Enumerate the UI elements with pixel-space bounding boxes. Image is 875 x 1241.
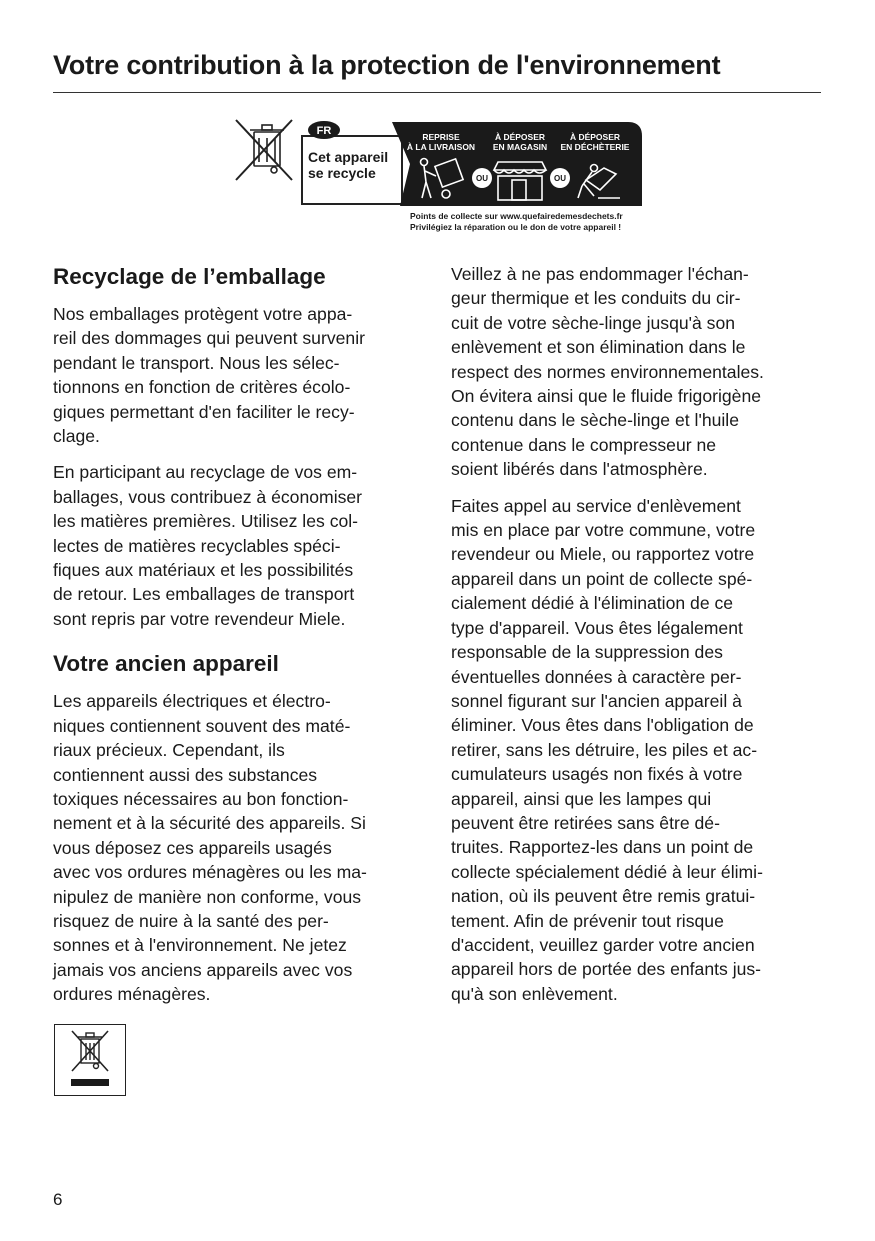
country-badge: FR (316, 125, 332, 137)
left-column (53, 262, 427, 1019)
heading-old-appliance: Votre ancien appareil (53, 651, 279, 677)
triman-recycling-logo (232, 118, 644, 234)
option1-label-line1: REPRISE (422, 132, 460, 142)
crossed-bin-icon (72, 1031, 108, 1071)
collection-points-note: Points de collecte sur www.quefairedemesdechets.fr (410, 211, 623, 221)
weee-bar (71, 1079, 109, 1086)
option2-label-line1: À DÉPOSER (494, 132, 546, 142)
packaging-paragraph-1: Nos emballages protègent votre appa- reil des dommages qui peuvent survenir pendant le transport. Nous les sélec- tionnons en fonction de critères écolo- giques permettant d'en faciliter le recy- clage. (53, 304, 365, 447)
old-appliance-paragraph: Les appareils électriques et électro- niques contiennent souvent des maté- riaux précieux. Cependant, ils contiennent aussi des substances toxiques nécessaires au bon fonction- nement et à la sécurité des appareils. Si vous déposez ces appareils usagés avec vos ordures ménagères ou les ma- nipulez de manière non conforme, vous risquez de nuire à la santé des per- sonnes et à l'environnement. Ne jetez jamais vos anciens appareils avec vos ordures ménagères. (53, 691, 367, 1005)
crossed-bin-icon (236, 120, 292, 180)
option3-label-line1: À DÉPOSER (569, 132, 621, 142)
packaging-paragraph-2: En participant au recyclage de vos em- ballages, vous contribuez à économiser les matières premières. Utilisez les col- lectes de matières recyclables spéci- fiques aux matériaux et les possibilités de retour. Les emballages de transport sont repris par votre revendeur Miele. (53, 462, 363, 629)
or-label-1: OU (476, 174, 488, 183)
heading-packaging-recycling: Recyclage de l’emballage (53, 264, 326, 289)
triman-line1: Cet appareil (308, 149, 389, 165)
right-column (451, 262, 825, 1018)
repair-note: Privilégiez la réparation ou le don de votre appareil ! (410, 222, 622, 232)
heat-exchanger-paragraph: Veillez à ne pas endommager l'échan- geur thermique et les conduits du cir- cuit de votre sèche-linge jusqu'à son enlèvement et son élimination dans le respect des normes environnementales. On évitera ainsi que le fluide frigorigène contenu dans le sèche-linge et l'huile contenue dans le compresseur ne soient libérés dans l'atmosphère. (451, 264, 764, 480)
collection-service-paragraph: Faites appel au service d'enlèvement mis en place par votre commune, votre revendeur ou Miele, ou rapportez votre appareil dans un point de collecte spé- cialement dédié à l'élimination de ce type d'appareil. Vous êtes légalement responsable de la suppression des éventuelles données à caractère per- sonnel figurant sur l'ancien appareil à éliminer. Vous êtes dans l'obligation de retirer, sans les détruire, les piles et ac- cumulateurs usagés non fixés à votre appareil, ainsi que les lampes qui peuvent être retirées sans être dé- truites. Rapportez-les dans un point de collecte spécialement dédié à leur élimi- nation, où ils peuvent être remis gratui- tement. Afin de prévenir tout risque d'accident, veuillez garder votre ancien appareil hors de portée des enfants jus- qu'à son enlèvement. (451, 495, 763, 1004)
or-label-2: OU (554, 174, 566, 183)
option1-label-line2: À LA LIVRAISON (406, 142, 476, 152)
triman-line2: se recycle (308, 165, 376, 181)
option3-label-line2: EN DÉCHÈTERIE (560, 142, 630, 152)
page-number: 6 (53, 1190, 63, 1209)
option2-label-line2: EN MAGASIN (492, 142, 548, 152)
page-title: Votre contribution à la protection de l'environnement (53, 50, 721, 80)
title-divider (53, 92, 821, 93)
weee-symbol (54, 1024, 126, 1096)
